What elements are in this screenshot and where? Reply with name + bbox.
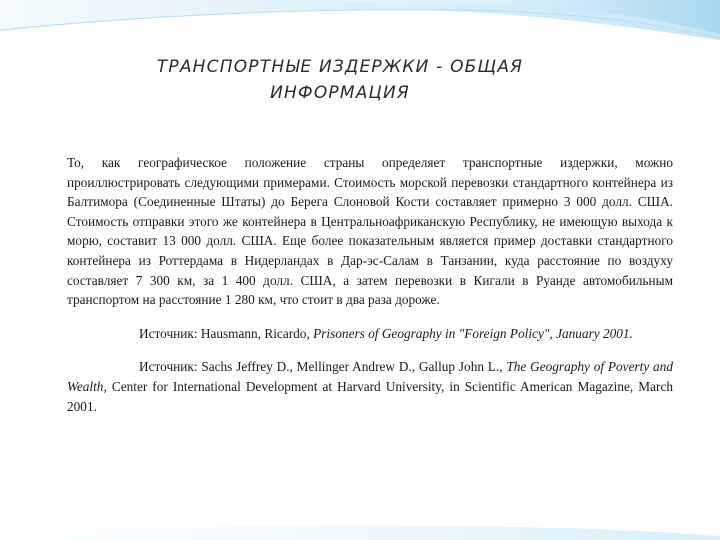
title-line-1: ТРАНСПОРТНЫЕ ИЗДЕРЖКИ - ОБЩАЯ	[156, 57, 524, 77]
source-2-suffix: Center for International Development at Harvard University, in Scientific American Magazine, March 2001.	[67, 378, 673, 414]
source-citation-2	[67, 357, 673, 416]
source-citation-1	[67, 324, 673, 344]
content-body	[67, 153, 673, 416]
source-2-prefix: Источник: Sachs Jeffrey D., Mellinger Andrew D., Gallup John L.,	[139, 359, 507, 375]
source-1-prefix: Источник: Hausmann, Ricardo,	[139, 325, 314, 341]
source-2-italic: The Geography of Poverty and Wealth,	[67, 359, 673, 394]
main-paragraph: То, как географическое положение страны определяет транспортные издержки, можно проиллюстрировать следующими примерами. Стоимость морской перевозки стандартного контейнера из Балтимора (Соединенные Штаты) до Берега Слоновой Кости составляет примерно 3 000 долл. США. Стоимость отправки этого же контейнера в Центральноафриканскую Республику, не имеющую выхода к морю, составит 13 000 долл. США. Еще более показательным является пример доставки стандартного контейнера из Роттердама в Нидерландах в Дар-эс-Салам в Танзании, куда расстояние по воздуху составляет 7 300 км, за 1 400 долл. США, а затем перевозки в Кигали в Руанде автомобильным транспортом на расстояние 1 280 км, что стоит в два раза дороже.	[67, 155, 673, 308]
source-1-italic: Prisoners of Geography in "Foreign Policy", January 2001.	[313, 325, 633, 341]
title-line-2: ИНФОРМАЦИЯ	[270, 83, 410, 103]
page-title	[100, 54, 580, 106]
bottom-wave-band	[0, 526, 720, 540]
